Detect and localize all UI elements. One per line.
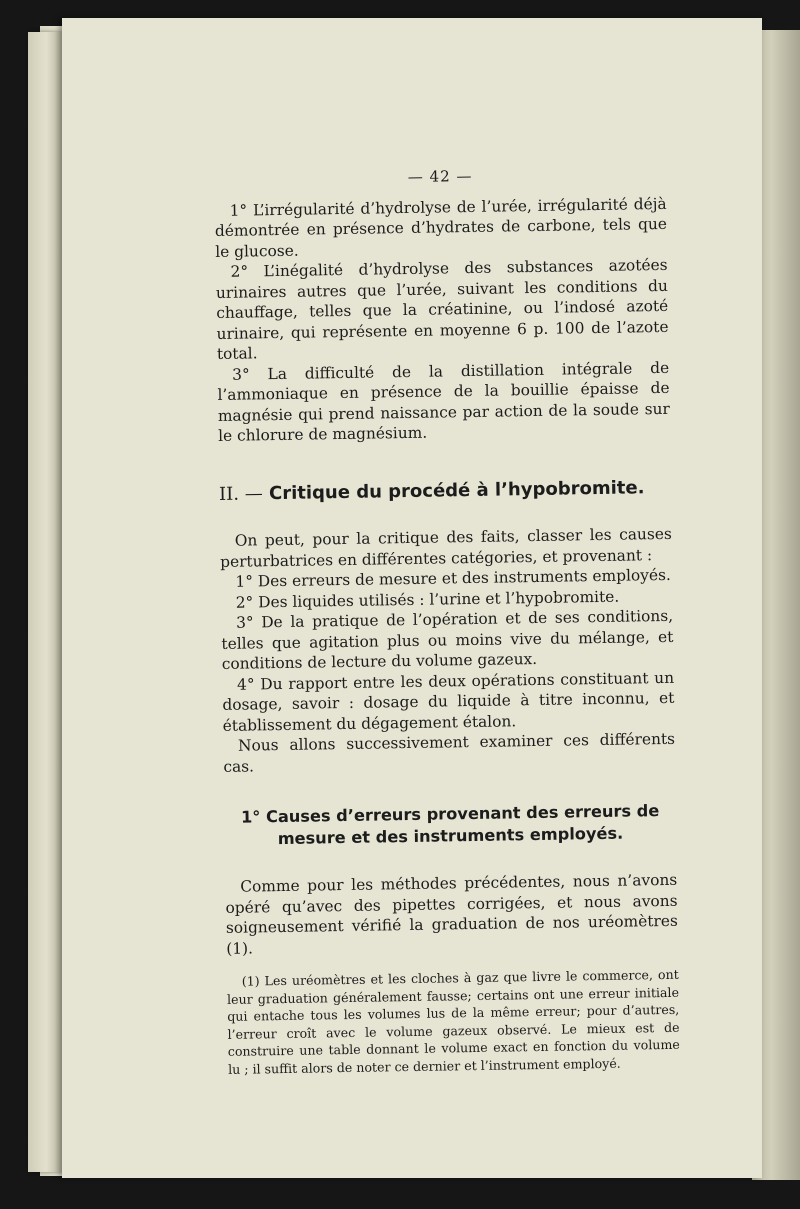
paragraph-section-1: On peut, pour la critique des faits, classer les causes perturbatrices en différentes catégories, et provenant : bbox=[220, 524, 672, 571]
page-content bbox=[214, 163, 680, 1078]
subsection-heading bbox=[224, 800, 677, 851]
paragraph-top-3: 3° La difficulté de la distillation intégrale de l’ammoniaque en présence de la bouillie épaisse de magnésie qui prend naissance par action de la soude sur le chlorure de magnésium. bbox=[217, 358, 670, 445]
paragraph-section-4: 3° De la pratique de l’opération et de ses conditions, telles que agitation plus ou moins vive du mélange, et conditions de lecture du volume gazeux. bbox=[221, 606, 674, 673]
section-heading bbox=[219, 477, 671, 505]
paragraph-subsection: Comme pour les méthodes précédentes, nous n’avons opéré qu’avec des pipettes corrigées, et nous avons soigneusement vérifié la graduation de nos uréomètres (1). bbox=[225, 870, 678, 958]
subsection-heading-line-2: mesure et des instruments employés. bbox=[277, 823, 624, 849]
paragraph-top-2: 2° L’inégalité d’hydrolyse des substances azotées urinaires autres que l’urée, suivant les conditions du chauffage, telles que la créatinine, ou l’indosé azoté urinaire, qui représente en moyenne 6 p. 100 de l’azote total. bbox=[215, 255, 669, 363]
paragraph-section-5: 4° Du rapport entre les deux opérations constituant un dosage, savoir : dosage du liquide à titre inconnu, et établissement du dégagement étalon. bbox=[222, 668, 675, 735]
paragraph-top-1: 1° L’irrégularité d’hydrolyse de l’urée, irrégularité déjà démontrée en présence d’hydrates de carbone, tels que le glucose. bbox=[214, 194, 668, 261]
paragraph-section-3: 2° Des liquides utilisés : l’urine et l’hypobromite. bbox=[235, 587, 620, 612]
section-number: II. — bbox=[218, 482, 263, 505]
section-title: Critique du procédé à l’hypobromite. bbox=[268, 476, 645, 504]
paragraph-section-6: Nous allons successivement examiner ces différents cas. bbox=[223, 729, 676, 776]
subsection-heading-line-1: 1° Causes d’erreurs provenant des erreurs de bbox=[240, 801, 660, 827]
paragraph-section-2: 1° Des erreurs de mesure et des instruments employés. bbox=[235, 565, 671, 591]
page-number: — 42 — bbox=[407, 166, 473, 186]
footnote: (1) Les uréomètres et les cloches à gaz que livre le commerce, ont leur graduation généralement fausse; certains ont une erreur initiale qui entache tous les volumes lus de la même erreur; pour d’autres, l’erreur croît avec le volume gazeux observé. Le mieux est de construire une table donnant le volume exact en fonction du volume lu ; il suffit alors de noter ce dernier et l’instrument employé. bbox=[226, 966, 680, 1077]
